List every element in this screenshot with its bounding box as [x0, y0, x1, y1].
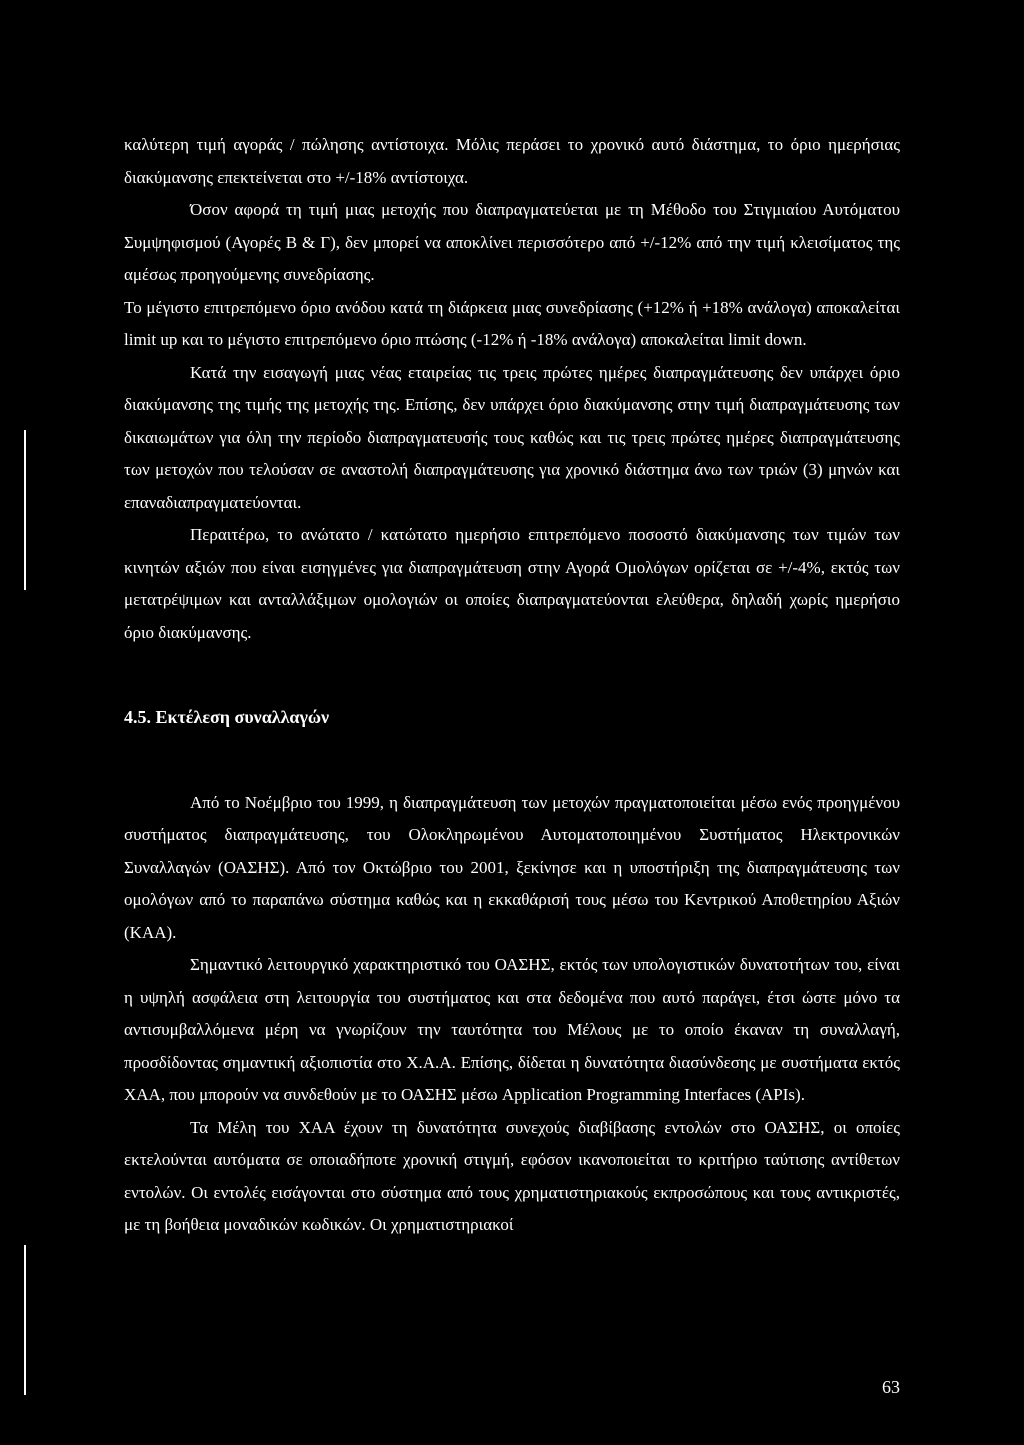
margin-line-bottom [24, 1245, 26, 1395]
margin-line-top [24, 430, 26, 590]
page-number: 63 [882, 1377, 900, 1397]
paragraph-limit-up-down: Το μέγιστο επιτρεπόμενο όριο ανόδου κατά τη διάρκεια μιας συνεδρίασης (+12% ή +18% ανάλογα) αποκαλείται limit up και το μέγιστο επιτρεπόμενο όριο πτώσης (-12% ή -18% ανάλογα) αποκαλείται limit down. [124, 297, 900, 349]
paragraph-price-limit: Όσον αφορά τη τιμή μιας μετοχής που διαπραγματεύεται με τη Μέθοδο του Στιγμιαίου Αυτόματου Συμψηφισμού (Αγορές Β & Γ), δεν μπορεί να αποκλίνει περισσότερο από +/-12% από την τιμή κλεισίματος της αμέσως προηγούμενης συνεδρίασης. [124, 200, 900, 284]
paragraph-continuation: καλύτερη τιμή αγοράς / πώλησης αντίστοιχα. Μόλις περάσει το χρονικό αυτό διάστημα, το όριο ημερήσιας διακύμανσης επεκτείνεται στο +/-18% αντίστοιχα. [124, 135, 900, 187]
paragraph-bond-market: Περαιτέρω, το ανώτατο / κατώτατο ημερήσιο επιτρεπόμενο ποσοστό διακύμανσης των τιμών των κινητών αξιών που είναι εισηγμένες για διαπραγμάτευση στην Αγορά Ομολόγων ορίζεται σε +/-4%, εκτός των μετατρέψιμων και ανταλλάξιμων ομολογιών οι οποίες διαπραγματεύονται ελεύθερα, δηλαδή χωρίς ημερήσιο όριο διακύμανσης. [124, 525, 900, 642]
paragraph-new-listing: Κατά την εισαγωγή μιας νέας εταιρείας τις τρεις πρώτες ημέρες διαπραγμάτευσης δεν υπάρχει όριο διακύμανσης της τιμής της μετοχής της. Επίσης, δεν υπάρχει όριο διακύμανσης στην τιμή διαπραγμάτευσης των δικαιωμάτων για όλη την περίοδο διαπραγματευσής τους καθώς και τις τρεις πρώτες ημέρες διαπραγμάτευσης των μετοχών που τελούσαν σε αναστολή διαπραγμάτευσης για χρονικό διάστημα άνω των τριών (3) μηνών και επαναδιαπραγματεύονται. [124, 362, 900, 512]
paragraph-order-transmission: Τα Μέλη του ΧΑΑ έχουν τη δυνατότητα συνεχούς διαβίβασης εντολών στο ΟΑΣΗΣ, οι οποίες εκτελούνται αυτόματα σε οποιαδήποτε χρονική στιγμή, εφόσον ικανοποιείται το κριτήριο ταύτισης αντίθετων εντολών. Οι εντολές εισάγονται στο σύστημα από τους χρηματιστηριακούς εκπροσώπους και τους αντικριστές, με τη βοήθεια μοναδικών κωδικών. Οι χρηματιστηριακοί [124, 1117, 900, 1234]
section-title: 4.5. Εκτέλεση συναλλαγών [124, 707, 330, 727]
paragraph-oasis-system: Από το Νοέμβριο του 1999, η διαπραγμάτευση των μετοχών πραγματοποιείται μέσω ενός προηγμένου συστήματος διαπραγμάτευσης, του Ολοκληρωμένου Αυτοματοποιημένου Συστήματος Ηλεκτρονικών Συναλλαγών (ΟΑΣΗΣ). Από τον Οκτώβριο του 2001, ξεκίνησε και η υποστήριξη της διαπραγμάτευσης των ομολόγων από το παραπάνω σύστημα καθώς και η εκκαθάρισή τους μέσω του Κεντρικού Αποθετηρίου Αξιών (ΚΑΑ). [124, 792, 900, 942]
paragraph-oasis-security: Σημαντικό λειτουργικό χαρακτηριστικό του ΟΑΣΗΣ, εκτός των υπολογιστικών δυνατοτήτων του, είναι η υψηλή ασφάλεια στη λειτουργία του συστήματος και στα δεδομένα που αυτό παράγει, έτσι ώστε μόνο τα αντισυμβαλλόμενα μέρη να γνωρίζουν την ταυτότητα του Μέλους με το οποίο έκαναν τη συναλλαγή, προσδίδοντας σημαντική αξιοπιστία στο Χ.Α.Α. Επίσης, δίδεται η δυνατότητα διασύνδεσης με συστήματα εκτός ΧΑΑ, που μπορούν να συνδεθούν με το ΟΑΣΗΣ μέσω Application Programming Interfaces (APIs). [124, 955, 900, 1104]
document-body [124, 129, 900, 1242]
